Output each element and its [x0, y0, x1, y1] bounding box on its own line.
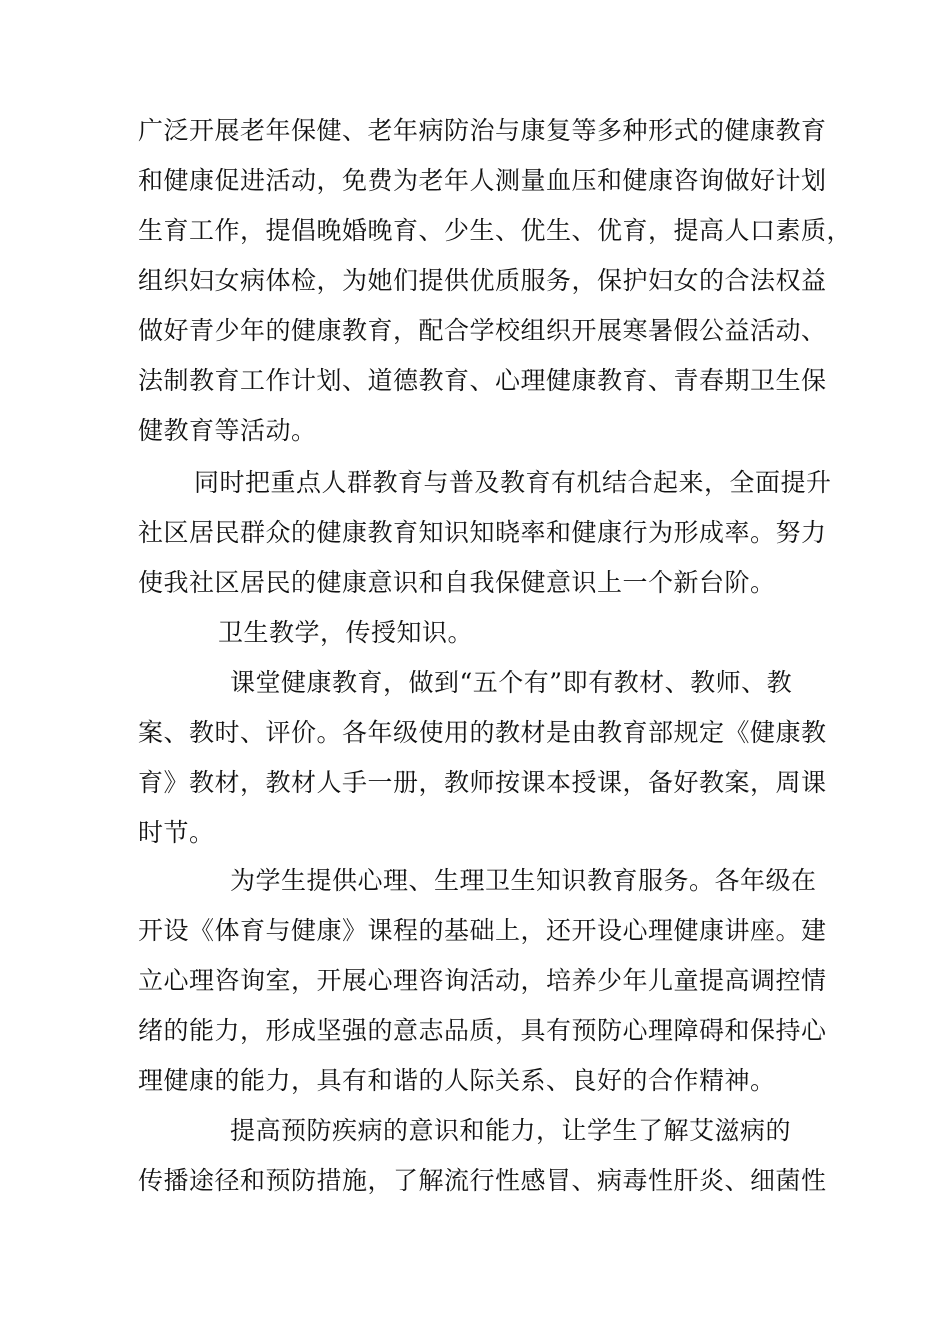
paragraph-line: 和健康促进活动，免费为老年人测量血压和健康咨询做好计划	[138, 166, 827, 195]
section-heading: 卫生教学，传授知识。	[218, 618, 474, 647]
paragraph-line: 健教育等活动。	[138, 416, 317, 445]
paragraph-line: 理健康的能力，具有和谐的人际关系、良好的合作精神。	[138, 1066, 776, 1095]
paragraph-line: 提高预防疾病的意识和能力，让学生了解艾滋病的	[230, 1116, 792, 1145]
paragraph-line: 法制教育工作计划、道德教育、心理健康教育、青春期卫生保	[138, 366, 827, 395]
paragraph-line: 同时把重点人群教育与普及教育有机结合起来，全面提升	[194, 468, 832, 497]
paragraph-line: 广泛开展老年保健、老年病防治与康复等多种形式的健康教育	[138, 116, 827, 145]
paragraph-line: 传播途径和预防措施，了解流行性感冒、病毒性肝炎、细菌性	[138, 1166, 827, 1195]
paragraph-line: 为学生提供心理、生理卫生知识教育服务。各年级在	[230, 866, 817, 895]
paragraph-line: 绪的能力，形成坚强的意志品质，具有预防心理障碍和保持心	[138, 1016, 827, 1045]
paragraph-line: 组织妇女病体检，为她们提供优质服务，保护妇女的合法权益	[138, 266, 827, 295]
paragraph-line: 课堂健康教育，做到“五个有”即有教材、教师、教	[230, 668, 793, 697]
paragraph-line: 育》教材，教材人手一册，教师按课本授课，备好教案，周课	[138, 768, 827, 797]
paragraph-line: 做好青少年的健康教育，配合学校组织开展寒暑假公益活动、	[138, 316, 827, 345]
paragraph-line: 立心理咨询室，开展心理咨询活动，培养少年儿童提高调控情	[138, 966, 827, 995]
paragraph-line: 社区居民群众的健康教育知识知晓率和健康行为形成率。努力	[138, 518, 827, 547]
paragraph-line: 案、教时、评价。各年级使用的教材是由教育部规定《健康教	[138, 718, 827, 747]
paragraph-line: 开设《体育与健康》课程的基础上，还开设心理健康讲座。建	[138, 916, 827, 945]
paragraph-line: 使我社区居民的健康意识和自我保健意识上一个新台阶。	[138, 568, 776, 597]
paragraph-line: 生育工作，提倡晚婚晚育、少生、优生、优育，提高人口素质，	[138, 216, 853, 245]
paragraph-line: 时节。	[138, 818, 215, 847]
